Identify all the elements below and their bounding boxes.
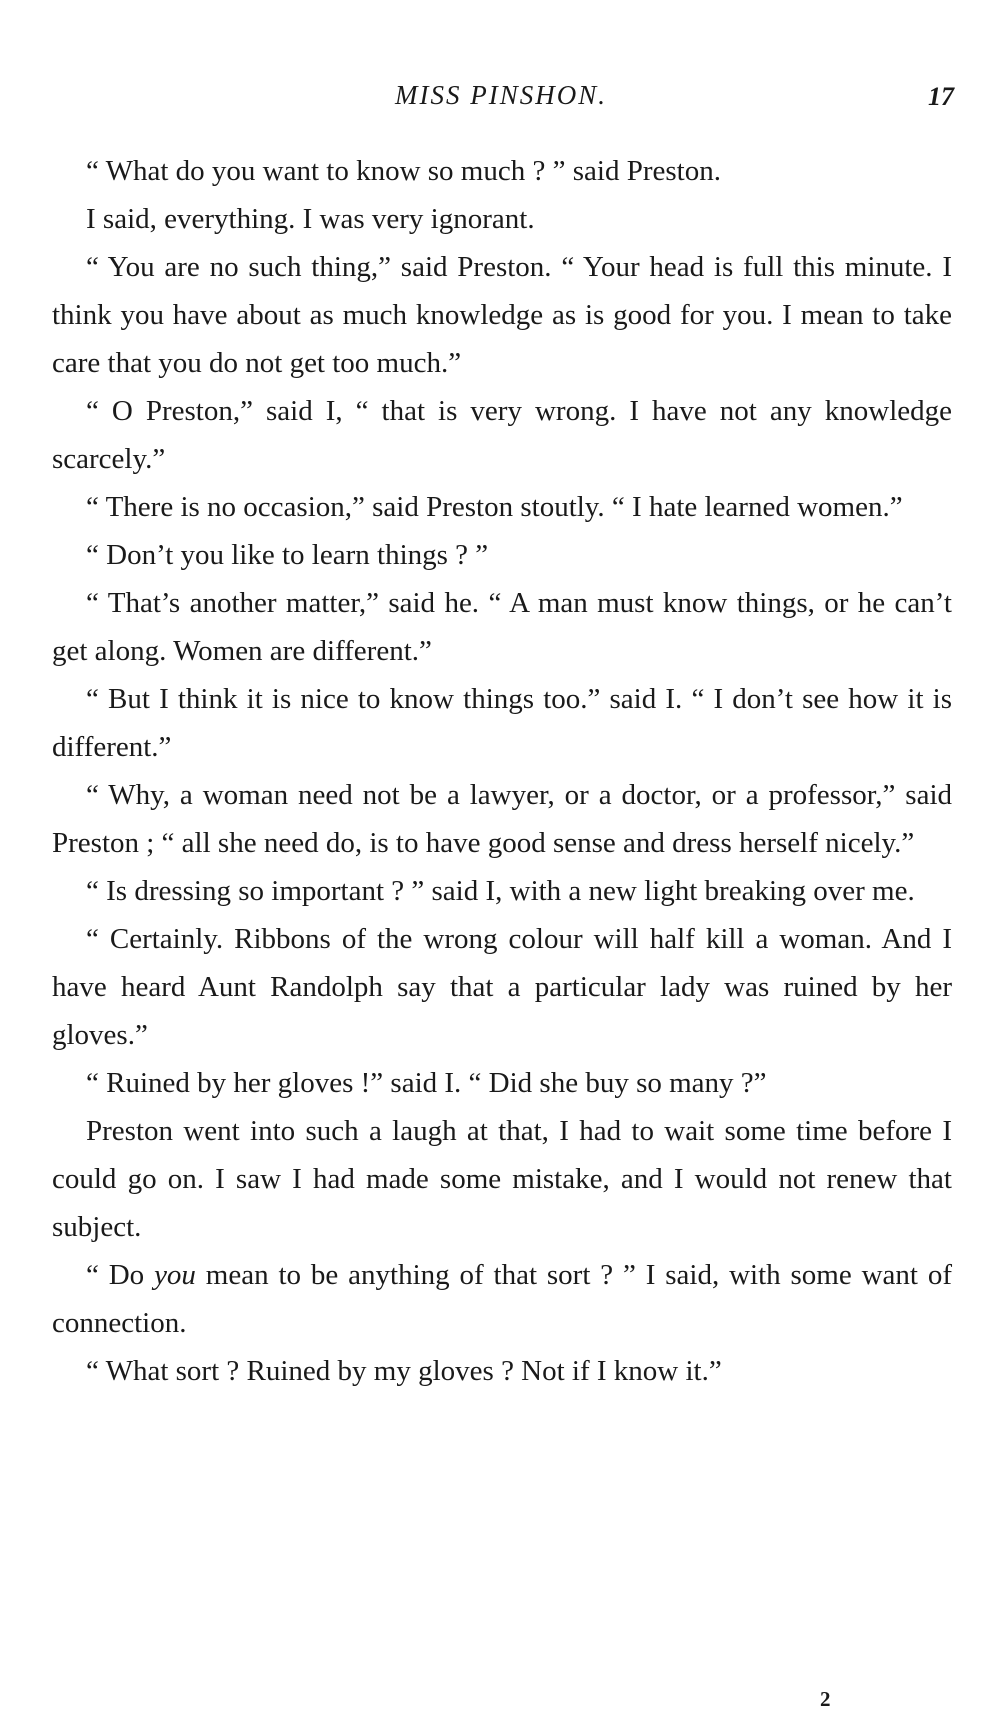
paragraph-text-before: “ Do <box>86 1259 155 1291</box>
paragraph: “ What do you want to know so much ? ” said Preston. <box>86 155 721 187</box>
paragraph: “ Why, a woman need not be a lawyer, or a doctor, or a professor,” said Preston ; “ all she need do, is to have good sense and dress herself nicely.” <box>52 779 952 859</box>
paragraph: “ O Preston,” said I, “ that is very wrong. I have not any knowledge scarcely.” <box>52 395 952 475</box>
page-number: 17 <box>928 82 954 111</box>
paragraph: “ Ruined by her gloves !” said I. “ Did she buy so many ?” <box>86 1067 767 1099</box>
emphasized-word: you <box>154 1259 196 1291</box>
page-header <box>52 80 954 120</box>
paragraph-text-after: mean to be anything of that sort ? ” I said, with some want of connection. <box>52 1259 952 1339</box>
paragraph: “ Certainly. Ribbons of the wrong colour will half kill a woman. And I have heard Aunt Randolph say that a particular lady was ruined by her gloves.” <box>52 923 952 1051</box>
paragraph: “ That’s another matter,” said he. “ A man must know things, or he can’t get along. Women are different.” <box>52 587 952 667</box>
paragraph: “ But I think it is nice to know things too.” said I. “ I don’t see how it is different.” <box>52 683 952 763</box>
paragraph: “ Don’t you like to learn things ? ” <box>86 539 489 571</box>
running-title: MISS PINSHON. <box>395 80 607 110</box>
paragraph: “ What sort ? Ruined by my gloves ? Not if I know it.” <box>86 1355 722 1387</box>
signature-mark: 2 <box>820 1687 831 1711</box>
paragraph: Preston went into such a laugh at that, I had to wait some time before I could go on. I saw I had made some mistake, and I would not renew that subject. <box>52 1115 952 1243</box>
paragraph <box>52 1251 952 1347</box>
paragraph: I said, everything. I was very ignorant. <box>86 203 535 235</box>
paragraph: “ There is no occasion,” said Preston stoutly. “ I hate learned women.” <box>86 491 903 523</box>
paragraph: “ You are no such thing,” said Preston. “ Your head is full this minute. I think you have about as much knowledge as is good for you. I mean to take care that you do not get too much.” <box>52 251 952 379</box>
body-text <box>52 147 952 1395</box>
paragraph: “ Is dressing so important ? ” said I, with a new light breaking over me. <box>86 875 915 907</box>
